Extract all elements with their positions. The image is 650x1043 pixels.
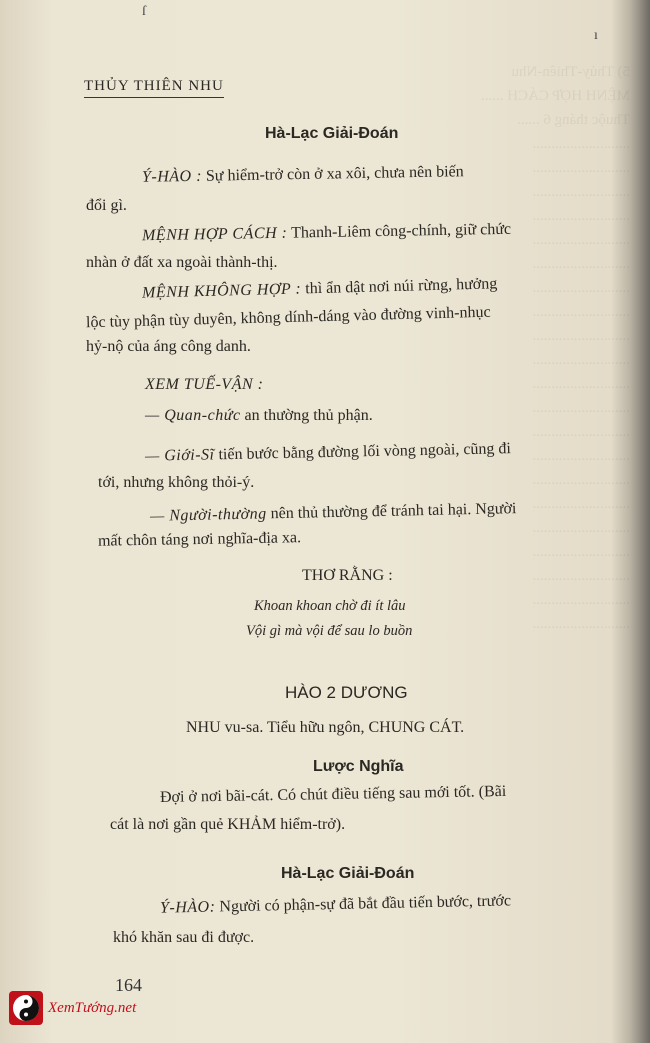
corner-mark: ı [594,28,598,43]
bleed-through-text: 5) Thủy-Thiên-Nhu MỆNH HỢP CÁCH ...... Thuộc tháng 6 ...... .......................... .......................... .......................... .......................... .......................... .......................... .......................... .......................... .......................... .......................... .......................... .......................... .......................... .......................... .......................... .......................... .......................... .......................... .......................... .......................... .......................... [480,64,630,632]
paragraph-line: MỆNH HỢP CÁCH : Thanh-Liêm công-chính, giữ chức [141,220,512,245]
paragraph-line: nhàn ở đất xa ngoài thành-thị. [86,254,278,271]
watermark-text: XemTướng.net [48,999,137,1016]
paragraph-line: đổi gì. [86,197,127,214]
paragraph-line: cát là nơi gần quẻ KHẢM hiểm-trở). [110,816,346,833]
poem-line: Vội gì mà vội để sau lo buồn [246,623,413,639]
paragraph-line: mất chôn táng nơi nghĩa-địa xa. [97,529,302,550]
paragraph-line: hỷ-nộ của áng công danh. [86,338,251,355]
paragraph-line: lộc tùy phận tùy duyên, không dính-dáng vào đường vinh-nhục [85,303,491,332]
yin-yang-icon [8,990,44,1026]
paragraph-line: — Giới-Sĩ tiến bước bằng đường lối vòng ngoài, cũng đi [144,440,512,465]
paragraph-line: khó khăn sau đi được. [113,929,255,946]
section-heading: Hà-Lạc Giải-Đoán [281,865,415,882]
poem-heading: THƠ RẰNG : [302,567,393,584]
paragraph-line: tới, nhưng không thỏi-ý. [98,474,255,491]
paragraph-line: NHU vu-sa. Tiểu hữu ngôn, CHUNG CÁT. [186,719,465,736]
paragraph-line: Ý-HÀO: Người có phận-sự đã bắt đầu tiến bước, trước [159,892,512,917]
corner-mark: ſ [142,4,146,19]
section-heading: Lược Nghĩa [313,758,404,775]
page-number: 164 [115,975,142,995]
paragraph-line: — Quan-chức an thường thủ phận. [145,407,373,424]
paragraph-line: Đợi ở nơi bãi-cát. Có chút điều tiếng sau mới tốt. (Bãi [159,782,507,807]
paragraph-line: Ý-HÀO : Sự hiểm-trở còn ở xa xôi, chưa nên biến [141,163,464,186]
running-header: THỦY THIÊN NHU [84,78,224,98]
hexagram-line-title: HÀO 2 DƯƠNG [285,683,408,702]
section-heading: Hà-Lạc Giải-Đoán [265,125,399,142]
watermark-logo [8,990,136,1026]
paragraph-line: MỆNH KHÔNG HỢP : thì ẩn dật nơi núi rừng, hưởng [141,275,498,302]
subheading: XEM TUẾ-VẬN : [145,376,264,393]
poem-line: Khoan khoan chờ đi ít lâu [254,598,406,614]
paragraph-line: — Người-thường nên thủ thường để tránh tai hại. Người [149,500,517,525]
